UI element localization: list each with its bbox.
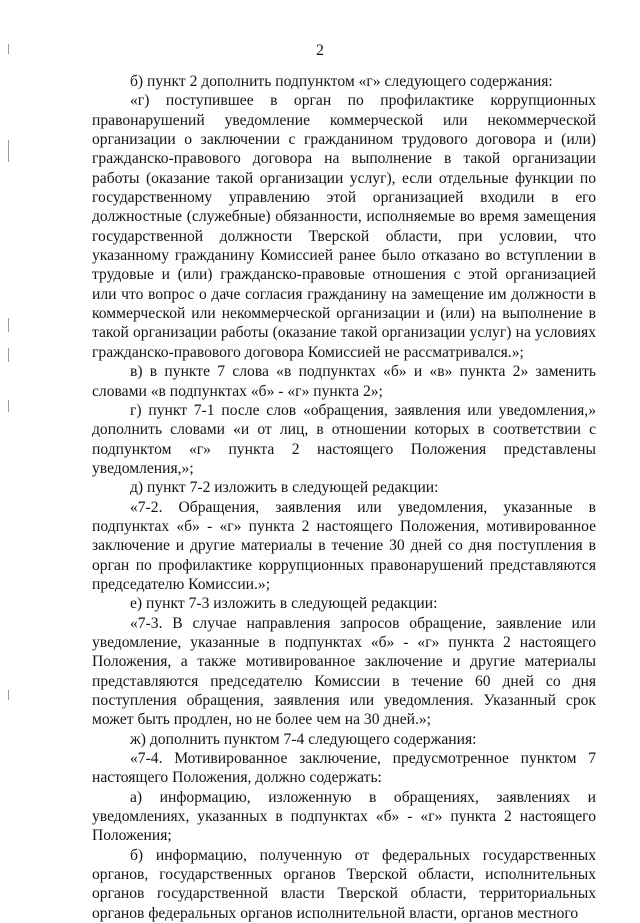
scan-margin-mark bbox=[8, 400, 9, 412]
scan-margin-mark bbox=[8, 318, 9, 332]
scan-margin-mark bbox=[8, 690, 9, 700]
paragraph: «г) поступившее в орган по профилактике коррупционных правонарушений уведомление коммерческой или некоммерческой организации о заключении с гражданином трудового договора и (или) гражданско-правового договора на выполнение в такой организации работы (оказание такой организации услуг), если отдельные функции по государственному управлению этой организацией входили в его должностные (служебные) обязанности, исполняемые во время замещения государственной должности Тверской области, при условии, что указанному гражданину Комиссией ранее было отказано во вступлении в трудовые и (или) гражданско-правовые отношения с этой организацией или что вопрос о даче согласия гражданину на замещение им должности в коммерческой или некоммерческой организации и (или) на выполнение в такой организации работы (оказание такой организации услуг) на условиях гражданско-правового договора Комиссией не рассматривался.»; bbox=[92, 92, 596, 361]
scan-margin-mark bbox=[8, 44, 9, 54]
paragraph: б) информацию, полученную от федеральных государственных органов, государственных органов Тверской области, исполнительных органов государственной власти Тверской области, территориальных органов федеральных органов исполнительной власти, органов местного bbox=[92, 846, 596, 922]
paragraph: «7-4. Мотивированное заключение, предусмотренное пунктом 7 настоящего Положения, должно содержать: bbox=[92, 750, 596, 787]
paragraph: «7-2. Обращения, заявления или уведомления, указанные в подпунктах «б» - «г» пункта 2 настоящего Положения, мотивированное заключение и другие материалы в течение 30 дней со дня поступления в орган по профилактике коррупционных правонарушений представляются председателю Комиссии.»; bbox=[92, 498, 596, 593]
scan-margin-mark bbox=[8, 140, 9, 162]
document-body bbox=[92, 72, 596, 923]
paragraph: в) в пункте 7 слова «в подпунктах «б» и «в» пункта 2» заменить словами «в подпунктах «б» - «г» пункта 2»; bbox=[92, 363, 596, 400]
paragraph: г) пункт 7-1 после слов «обращения, заявления или уведомления,» дополнить словами «и от лиц, в отношении которых в соответствии с подпунктом «г» пункта 2 настоящего Положения представлены уведомления,»; bbox=[92, 401, 596, 477]
scan-margin-mark bbox=[8, 348, 9, 362]
paragraph: б) пункт 2 дополнить подпунктом «г» следующего содержания: bbox=[130, 73, 553, 90]
paragraph: е) пункт 7-3 изложить в следующей редакции: bbox=[130, 595, 438, 613]
page-number: 2 bbox=[316, 42, 324, 59]
paragraph: ж) дополнить пунктом 7-4 следующего содержания: bbox=[130, 730, 477, 748]
paragraph: д) пункт 7-2 изложить в следующей редакции: bbox=[130, 479, 439, 497]
paragraph: «7-3. В случае направления запросов обращение, заявление или уведомление, указанные в подпунктах «б» - «г» пункта 2 настоящего Положения, а также мотивированное заключение и другие материалы представляются председателю Комиссии в течение 60 дней со дня поступления обращения, заявления или уведомления. Указанный срок может быть продлен, но не более чем на 30 дней.»; bbox=[92, 614, 596, 729]
paragraph: а) информацию, изложенную в обращениях, заявлениях и уведомлениях, указанных в подпунктах «б» - «г» пункта 2 настоящего Положения; bbox=[92, 788, 596, 845]
